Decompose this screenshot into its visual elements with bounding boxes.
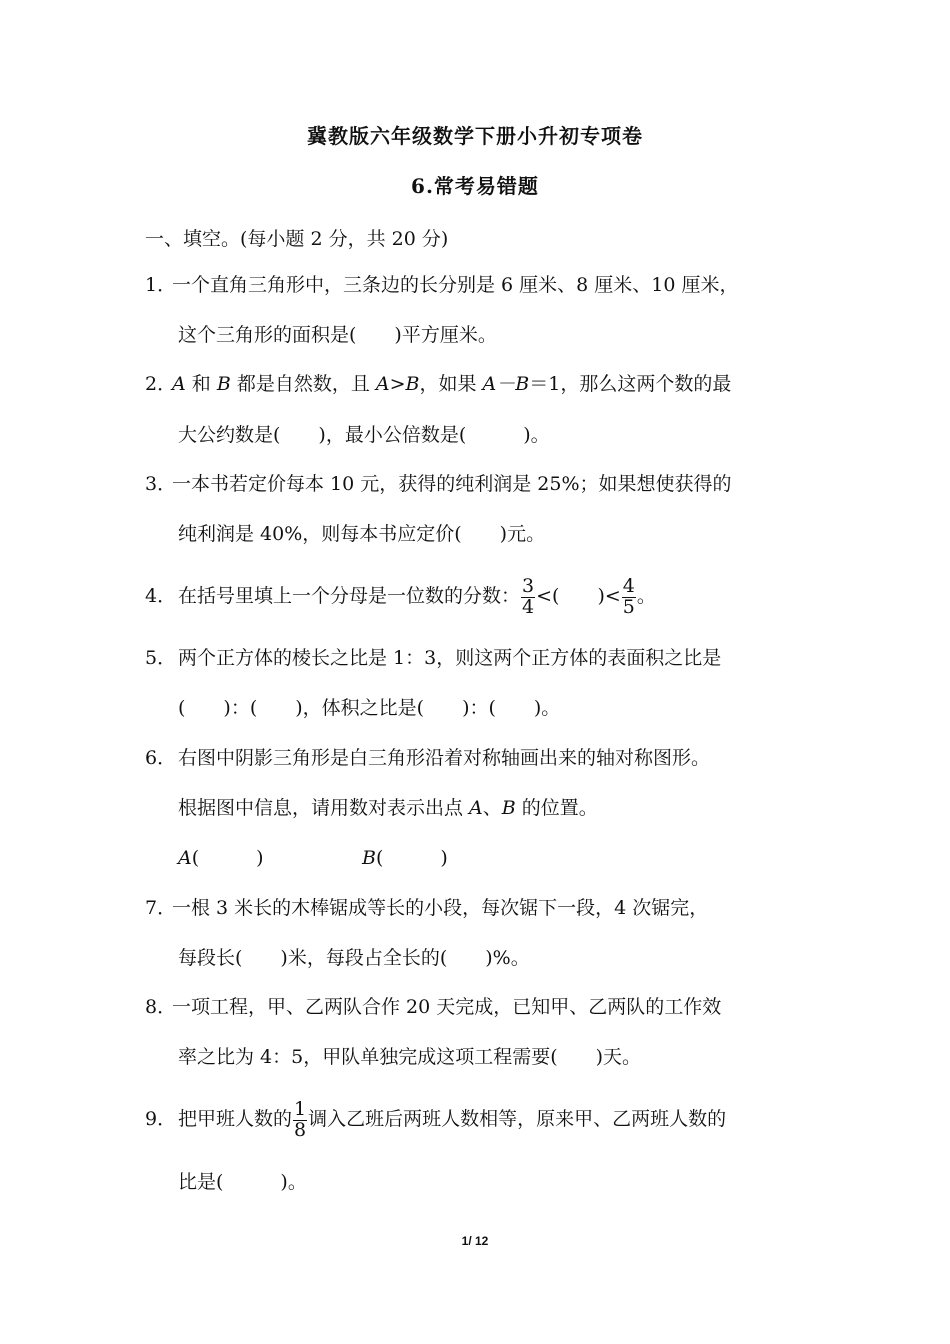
question-1-line-2: 这个三角形的面积是( )平方厘米。: [178, 324, 497, 346]
question-4-number: 4．: [145, 585, 177, 607]
question-7-number: 7．: [145, 897, 177, 919]
fraction-four-fifths: $\frac{4}{5}$: [622, 574, 635, 618]
question-5-number: 5．: [145, 647, 177, 669]
question-9-line-1: 把甲班人数的 $\frac{1}{8}$ 调入乙班后两班人数相等，原来甲、乙两班人数的: [178, 1097, 727, 1141]
page-number: 1/ 12: [461, 1234, 489, 1248]
fraction-one-eighth: $\frac{1}{8}$: [294, 1097, 307, 1141]
question-9-number: 9．: [145, 1108, 177, 1130]
question-1-line-1: 一个直角三角形中，三条边的长分别是 6 厘米、8 厘米、10 厘米，: [172, 274, 739, 296]
question-5-line-1: 两个正方体的棱长之比是 1：3，则这两个正方体的表面积之比是: [178, 647, 722, 669]
question-6-line-2: 根据图中信息，请用数对表示出点 A、B 的位置。: [178, 797, 598, 819]
var-a: A: [172, 373, 186, 395]
question-3-line-1: 一本书若定价每本 10 元，获得的纯利润是 25%；如果想使获得的: [172, 473, 732, 495]
question-6-answer-a: A( ): [178, 847, 264, 869]
question-5-line-2: ( )：( )，体积之比是( )：( )。: [178, 697, 561, 719]
question-6-answer-b: B( ): [362, 847, 448, 869]
question-3-line-2: 纯利润是 40%，则每本书应定价( )元。: [178, 523, 546, 545]
question-6-number: 6．: [145, 747, 177, 769]
question-3-number: 3．: [145, 473, 177, 495]
question-9-line-2: 比是( )。: [178, 1171, 307, 1193]
question-2-line-2: 大公约数是( )，最小公倍数是( )。: [178, 424, 550, 446]
question-8-line-2: 率之比为 4：5，甲队单独完成这项工程需要( )天。: [178, 1046, 642, 1068]
question-8-line-1: 一项工程，甲、乙两队合作 20 天完成，已知甲、乙两队的工作效: [172, 996, 722, 1018]
question-1-number: 1．: [145, 274, 177, 296]
section-heading: 一、填空。(每小题 2 分，共 20 分): [145, 228, 449, 250]
question-2-number: 2．: [145, 373, 177, 395]
document-title: 冀教版六年级数学下册小升初专项卷: [307, 124, 643, 148]
question-8-number: 8．: [145, 996, 177, 1018]
document-subtitle: 6.常考易错题: [411, 174, 539, 198]
question-4-line: 在括号里填上一个分母是一位数的分数： $\frac{3}{4}$ <( )< $\frac{4}{5}$ 。: [178, 574, 656, 618]
question-7-line-2: 每段长( )米，每段占全长的( )%。: [178, 947, 530, 969]
question-2-line-1: A 和 B 都是自然数，且 A>B，如果 A－B＝1，那么这两个数的最: [172, 373, 732, 395]
question-6-line-1: 右图中阴影三角形是白三角形沿着对称轴画出来的轴对称图形。: [178, 747, 711, 769]
var-b: B: [216, 373, 231, 395]
fraction-three-quarters: $\frac{3}{4}$: [522, 574, 535, 618]
question-7-line-1: 一根 3 米长的木棒锯成等长的小段，每次锯下一段，4 次锯完，: [172, 897, 709, 919]
